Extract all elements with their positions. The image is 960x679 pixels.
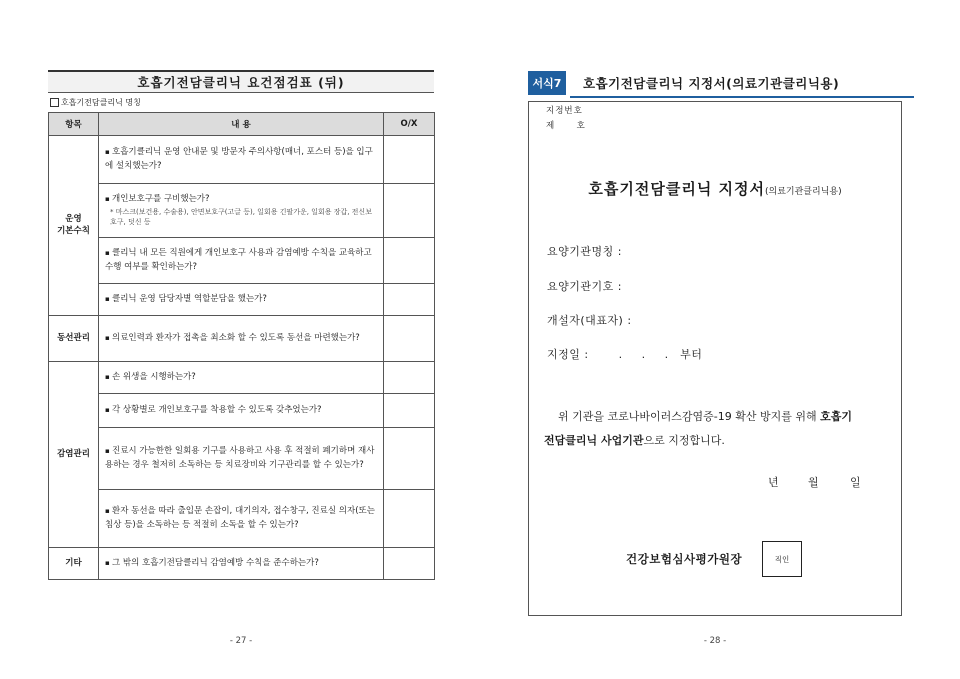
header-ox: O/X: [384, 113, 435, 136]
checkbox-icon[interactable]: [50, 98, 59, 107]
category-label: 운영 기본수칙: [57, 214, 90, 236]
paragraph-bold-1: 호흡기: [820, 410, 852, 423]
table-header-row: [49, 113, 435, 136]
table-row: [49, 136, 435, 184]
designation-date-suffix: 부터: [680, 348, 703, 361]
institution-name-field: 요양기관명칭 :: [547, 245, 622, 258]
ox-cell[interactable]: [384, 136, 435, 184]
table-row: [49, 394, 435, 428]
checklist-title: 호흡기전담클리닉 요건점검표 (뒤): [48, 70, 434, 93]
category-label: 감염관리: [57, 448, 90, 459]
item-text: ▪ 클리닉 운영 담당자별 역할분담을 했는가?: [105, 293, 377, 307]
item-text: ▪ 진료시 가능한한 일회용 기구를 사용하고 사용 후 적절히 폐기하며 재사용하는 경우 철저히 소독하는 등 치료장비와 기구관리를 할 수 있는가?: [105, 445, 377, 472]
item-text: ▪ 클리닉 내 모든 직원에게 개인보호구 사용과 감염예방 수칙을 교육하고 수행 여부를 확인하는가?: [105, 247, 377, 274]
ox-cell[interactable]: [384, 316, 435, 362]
header-category: 항목: [49, 113, 99, 136]
checklist-item: [99, 136, 384, 184]
checklist-item: [99, 238, 384, 284]
table-row: [49, 316, 435, 362]
checklist-item: [99, 428, 384, 490]
table-row: [49, 284, 435, 316]
item-text: ▪ 의료인력과 환자가 접촉을 최소화 할 수 있도록 동선을 마련했는가?: [105, 332, 377, 346]
checklist-item: [99, 490, 384, 548]
ox-cell[interactable]: [384, 428, 435, 490]
ox-cell[interactable]: [384, 548, 435, 580]
item-text: ▪ 개인보호구를 구비했는가?: [105, 193, 377, 207]
designation-date-field: [547, 346, 702, 362]
serial-label: 지정번호: [546, 106, 583, 116]
item-text: ▪ 그 밖의 호흡기전담클리닉 감염예방 수칙을 준수하는가?: [105, 557, 377, 571]
table-row: [49, 490, 435, 548]
paragraph-tail: 으로 지정합니다.: [643, 434, 725, 448]
checklist-item: [99, 394, 384, 428]
category-other: [49, 548, 99, 580]
clinic-name-row: [48, 95, 434, 110]
checklist-item: [99, 316, 384, 362]
checklist-item: [99, 184, 384, 238]
form-title: 호흡기전담클리닉 지정서(의료기관클리닉용): [583, 76, 840, 91]
designation-date-label: 지정일 :: [547, 348, 589, 361]
ox-cell[interactable]: [384, 490, 435, 548]
ox-cell[interactable]: [384, 394, 435, 428]
category-label: 기타: [65, 557, 82, 568]
paragraph-lead: 위 기관을 코로나바이러스감염증-19 확산 방지를 위해: [558, 410, 821, 423]
category-label: 동선관리: [57, 332, 90, 343]
serial-suffix: 호: [576, 121, 586, 131]
paragraph-bold-2: 전담클리닉 사업기관: [544, 434, 644, 448]
category-infection: [49, 362, 99, 548]
table-row: [49, 428, 435, 490]
form-badge: 서식7: [528, 71, 566, 95]
heading-main: 호흡기전담클리닉 지정서: [588, 180, 766, 198]
heading-sub: (의료기관클리닉용): [765, 187, 842, 197]
table-row: [49, 362, 435, 394]
date-year: 년: [768, 476, 780, 489]
header-content: 내 용: [99, 113, 384, 136]
ox-cell[interactable]: [384, 238, 435, 284]
certificate-heading: [528, 178, 902, 199]
page-number-right: - 28 -: [703, 636, 727, 646]
item-text: ▪ 각 상황별로 개인보호구를 착용할 수 있도록 갖추었는가?: [105, 404, 377, 418]
title-underline: [570, 96, 914, 98]
official-seal: 직인: [762, 541, 802, 577]
designation-paragraph: [544, 405, 894, 453]
signer-name: 건강보험심사평가원장: [626, 552, 743, 566]
checklist-item: [99, 548, 384, 580]
table-row: [49, 238, 435, 284]
serial-prefix: 제: [546, 121, 556, 131]
table-row: [49, 184, 435, 238]
ox-cell[interactable]: [384, 362, 435, 394]
category-flow: [49, 316, 99, 362]
checklist-table: [48, 112, 435, 580]
item-text: ▪ 손 위생을 시행하는가?: [105, 371, 377, 385]
date-day: 일: [850, 476, 862, 489]
table-row: [49, 548, 435, 580]
checklist-item: [99, 284, 384, 316]
institution-code-field: 요양기관기호 :: [547, 280, 622, 293]
item-text: ▪ 호흡기클리닉 운영 안내문 및 방문자 주의사항(매너, 포스터 등)을 입구에 설치했는가?: [105, 146, 377, 173]
ox-cell[interactable]: [384, 284, 435, 316]
item-subtext: * 마스크(보건용, 수술용), 안면보호구(고글 등), 일회용 긴팔가운, 일회용 장갑, 전신보호구, 덧신 등: [110, 208, 372, 226]
ox-cell[interactable]: [384, 184, 435, 238]
serial-line: [546, 119, 586, 131]
clinic-name-label: 호흡기전담클리닉 명칭: [61, 98, 141, 107]
item-text: ▪ 환자 동선을 따라 출입문 손잡이, 대기의자, 접수창구, 진료실 의자(또는 침상 등)을 소독하는 등 적절히 소독을 할 수 있는가?: [105, 505, 377, 532]
designation-date-dots: . . .: [618, 348, 677, 361]
page-number-left: - 27 -: [229, 636, 253, 646]
founder-field: 개설자(대표자) :: [547, 314, 632, 327]
checklist-item: [99, 362, 384, 394]
category-operation: [49, 136, 99, 316]
date-month: 월: [808, 476, 820, 489]
